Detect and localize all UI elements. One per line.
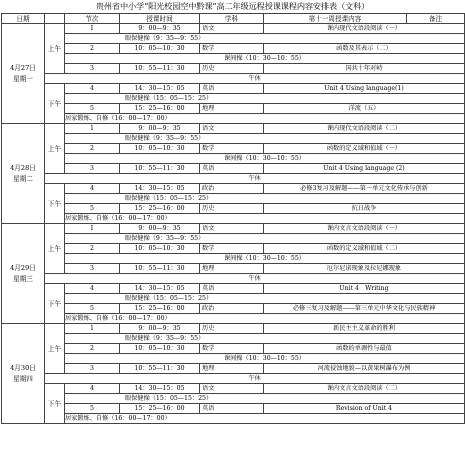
schedule-row xyxy=(2,164,465,174)
lesson-time: 14：30—15：05 xyxy=(120,284,200,294)
lesson-content: Unit 4 Using language(1) xyxy=(264,84,465,94)
schedule-row xyxy=(2,54,465,64)
period-number: 3 xyxy=(65,64,120,74)
date-text: 4月28日 xyxy=(10,163,36,172)
date-cell xyxy=(2,324,45,424)
afternoon-label: 下午 xyxy=(45,384,65,424)
subject: 政治 xyxy=(200,184,264,194)
schedule-row xyxy=(2,254,465,264)
period-number: 1 xyxy=(65,324,120,334)
header-date: 日期 xyxy=(2,14,45,24)
noon-break: 午休 xyxy=(45,374,465,384)
noon-break-row xyxy=(2,374,465,384)
period-number: 4 xyxy=(65,284,120,294)
noon-break-row xyxy=(2,274,465,284)
schedule-row xyxy=(2,414,465,424)
period-number: 5 xyxy=(65,304,120,314)
schedule-row xyxy=(2,44,465,54)
subject: 地理 xyxy=(200,364,264,374)
lesson-content: 课内现代文语段阅读（一） xyxy=(264,24,465,34)
header-period: 节次 xyxy=(65,14,120,24)
lesson-time: 15：25—16：00 xyxy=(120,204,200,214)
schedule-row xyxy=(2,194,465,204)
date-cell xyxy=(2,124,45,224)
break-activity: 眼保健操（15：05—15：25） xyxy=(65,194,465,204)
period-number: 4 xyxy=(65,384,120,394)
schedule-row xyxy=(2,94,465,104)
morning-label: 上午 xyxy=(45,24,65,74)
lesson-content: 抗日战争 xyxy=(264,204,465,214)
subject: 政治 xyxy=(200,304,264,314)
noon-break: 午休 xyxy=(45,174,465,184)
break-activity: 眼保健操（15：05—15：25） xyxy=(65,394,465,404)
morning-label: 上午 xyxy=(45,124,65,174)
header-time: 授课时间 xyxy=(120,14,200,24)
schedule-row xyxy=(2,84,465,94)
period-number: 3 xyxy=(65,364,120,374)
date-text: 4月30日 xyxy=(10,363,36,372)
period-number: 3 xyxy=(65,164,120,174)
subject: 历史 xyxy=(200,64,264,74)
schedule-row xyxy=(2,394,465,404)
noon-break-row xyxy=(2,174,465,184)
period-number: 2 xyxy=(65,144,120,154)
afternoon-label: 下午 xyxy=(45,184,65,224)
document-title: 贵州省中小学“阳光校园空中黔课”高二年级远程授课课程内容安排表（文科） xyxy=(95,1,370,11)
lesson-content: 必修三复习及解题——第三单元中华文化与民族精神 xyxy=(264,304,465,314)
schedule-row xyxy=(2,114,465,124)
schedule-row xyxy=(2,134,465,144)
schedule-row xyxy=(2,234,465,244)
lesson-content: Unit 4 Writing xyxy=(264,284,465,294)
lesson-time: 10：55—11：30 xyxy=(120,264,200,274)
break-activity: 居家锻炼、自修（16：00—17：00） xyxy=(65,114,465,124)
schedule-table xyxy=(1,13,465,424)
break-activity: 眼保健操（15：05—15：25） xyxy=(65,294,465,304)
schedule-row xyxy=(2,64,465,74)
lesson-content: 国共十年对峙 xyxy=(264,64,465,74)
break-activity: 眼保健操（15：05—15：25） xyxy=(65,94,465,104)
break-activity: 眼保健操（9：35—9：55） xyxy=(65,34,465,44)
header-content: 第十一周授课内容 xyxy=(264,14,407,24)
break-activity: 课间操（10：30—10：55） xyxy=(65,254,465,264)
lesson-time: 15：25—16：00 xyxy=(120,304,200,314)
period-number: 2 xyxy=(65,244,120,254)
date-cell xyxy=(2,24,45,124)
period-number: 3 xyxy=(65,264,120,274)
noon-break-row xyxy=(2,74,465,84)
break-activity: 居家锻炼、自修（16：00—17：00） xyxy=(65,214,465,224)
lesson-content: Revision of Unit 4 xyxy=(264,404,465,414)
lesson-time: 14：30—15：05 xyxy=(120,84,200,94)
weekday-text: 星期二 xyxy=(13,174,33,183)
lesson-content: 河流侵蚀地貌—以黄果树瀑布为例 xyxy=(264,364,465,374)
break-activity: 眼保健操（9：35—9：55） xyxy=(65,134,465,144)
period-number: 4 xyxy=(65,84,120,94)
schedule-row xyxy=(2,334,465,344)
break-activity: 居家锻炼、自修（16：00—17：00） xyxy=(65,414,465,424)
break-activity: 课间操（10：30—10：55） xyxy=(65,154,465,164)
schedule-row xyxy=(2,214,465,224)
date-cell xyxy=(2,224,45,324)
schedule-row xyxy=(2,204,465,214)
weekday-text: 星期三 xyxy=(13,274,33,283)
subject: 英语 xyxy=(200,284,264,294)
lesson-content: 函数的定义域和值域（一） xyxy=(264,144,465,154)
lesson-content: 函数及其表示（二） xyxy=(264,44,465,54)
lesson-content: 新民主主义革命的胜利 xyxy=(264,324,465,334)
lesson-time: 10：55—11：30 xyxy=(120,364,200,374)
schedule-row xyxy=(2,364,465,374)
lesson-content: 课内现代文语段阅读（二） xyxy=(264,124,465,134)
afternoon-label: 下午 xyxy=(45,84,65,124)
subject: 数学 xyxy=(200,44,264,54)
schedule-row xyxy=(2,184,465,194)
date-text: 4月29日 xyxy=(10,263,36,272)
noon-break: 午休 xyxy=(45,74,465,84)
lesson-time: 15：25—16：00 xyxy=(120,104,200,114)
schedule-row xyxy=(2,324,465,334)
lesson-time: 10：05—10：30 xyxy=(120,344,200,354)
subject: 数学 xyxy=(200,344,264,354)
schedule-row xyxy=(2,304,465,314)
lesson-time: 10：55—11：30 xyxy=(120,164,200,174)
subject: 地理 xyxy=(200,264,264,274)
subject: 地理 xyxy=(200,104,264,114)
schedule-row xyxy=(2,294,465,304)
subject: 历史 xyxy=(200,204,264,214)
schedule-row xyxy=(2,384,465,394)
lesson-time: 15：25—16：00 xyxy=(120,404,200,414)
period-number: 2 xyxy=(65,44,120,54)
lesson-time: 9：00—9：35 xyxy=(120,324,200,334)
lesson-content: 必修3复习及解题——第一单元文化传承与创新 xyxy=(264,184,465,194)
lesson-time: 9：00—9：35 xyxy=(120,124,200,134)
schedule-row xyxy=(2,284,465,294)
header-note: 备注 xyxy=(407,14,465,24)
schedule-row xyxy=(2,144,465,154)
lesson-time: 10：05—10：30 xyxy=(120,44,200,54)
lesson-content: Unit 4 Using language (2) xyxy=(264,164,465,174)
lesson-content: 函数的单调性与最值 xyxy=(264,344,465,354)
noon-break: 午休 xyxy=(45,274,465,284)
subject: 语文 xyxy=(200,24,264,34)
schedule-row xyxy=(2,154,465,164)
subject: 英语 xyxy=(200,404,264,414)
break-activity: 眼保健操（9：35—9：55） xyxy=(65,334,465,344)
header-subject: 学科 xyxy=(200,14,264,24)
schedule-row xyxy=(2,404,465,414)
lesson-time: 10：05—10：30 xyxy=(120,244,200,254)
period-number: 1 xyxy=(65,224,120,234)
lesson-content: 课内文言文语段阅读（二） xyxy=(264,384,465,394)
break-activity: 课间操（10：30—10：55） xyxy=(65,54,465,64)
header-row xyxy=(2,14,465,24)
lesson-time: 9：00—9：35 xyxy=(120,224,200,234)
subject: 历史 xyxy=(200,324,264,334)
period-number: 2 xyxy=(65,344,120,354)
schedule-row xyxy=(2,264,465,274)
schedule-row xyxy=(2,244,465,254)
period-number: 5 xyxy=(65,404,120,414)
weekday-text: 星期四 xyxy=(13,374,33,383)
date-text: 4月27日 xyxy=(10,63,36,72)
subject: 语文 xyxy=(200,384,264,394)
period-number: 4 xyxy=(65,184,120,194)
schedule-row xyxy=(2,24,465,34)
schedule-row xyxy=(2,344,465,354)
schedule-row xyxy=(2,224,465,234)
period-number: 1 xyxy=(65,124,120,134)
break-activity: 居家锻炼、自修（16：00—17：00） xyxy=(65,314,465,324)
lesson-time: 10：55—11：30 xyxy=(120,64,200,74)
period-number: 5 xyxy=(65,204,120,214)
header-ampm xyxy=(45,14,65,24)
lesson-content: 课内文言文语段阅读（一） xyxy=(264,224,465,234)
subject: 英语 xyxy=(200,164,264,174)
lesson-time: 14：30—15：05 xyxy=(120,184,200,194)
subject: 数学 xyxy=(200,244,264,254)
lesson-content: 函数的定义域和值域（二） xyxy=(264,244,465,254)
lesson-time: 14：30—15：05 xyxy=(120,384,200,394)
schedule-row xyxy=(2,124,465,134)
weekday-text: 星期一 xyxy=(13,74,33,83)
period-number: 5 xyxy=(65,104,120,114)
schedule-row xyxy=(2,314,465,324)
subject: 数学 xyxy=(200,144,264,154)
afternoon-label: 下午 xyxy=(45,284,65,324)
lesson-time: 9：00—9：35 xyxy=(120,24,200,34)
morning-label: 上午 xyxy=(45,324,65,374)
schedule-row xyxy=(2,34,465,44)
subject: 语文 xyxy=(200,224,264,234)
lesson-content: 洋流（五） xyxy=(264,104,465,114)
schedule-row xyxy=(2,104,465,114)
break-activity: 课间操（10：30—10：55） xyxy=(65,354,465,364)
schedule-row xyxy=(2,354,465,364)
break-activity: 眼保健操（9：35—9：55） xyxy=(65,234,465,244)
subject: 语文 xyxy=(200,124,264,134)
period-number: 1 xyxy=(65,24,120,34)
subject: 英语 xyxy=(200,84,264,94)
lesson-content: 厄尔尼诺现象及拉尼娜现象 xyxy=(264,264,465,274)
morning-label: 上午 xyxy=(45,224,65,274)
lesson-time: 10：05—10：30 xyxy=(120,144,200,154)
